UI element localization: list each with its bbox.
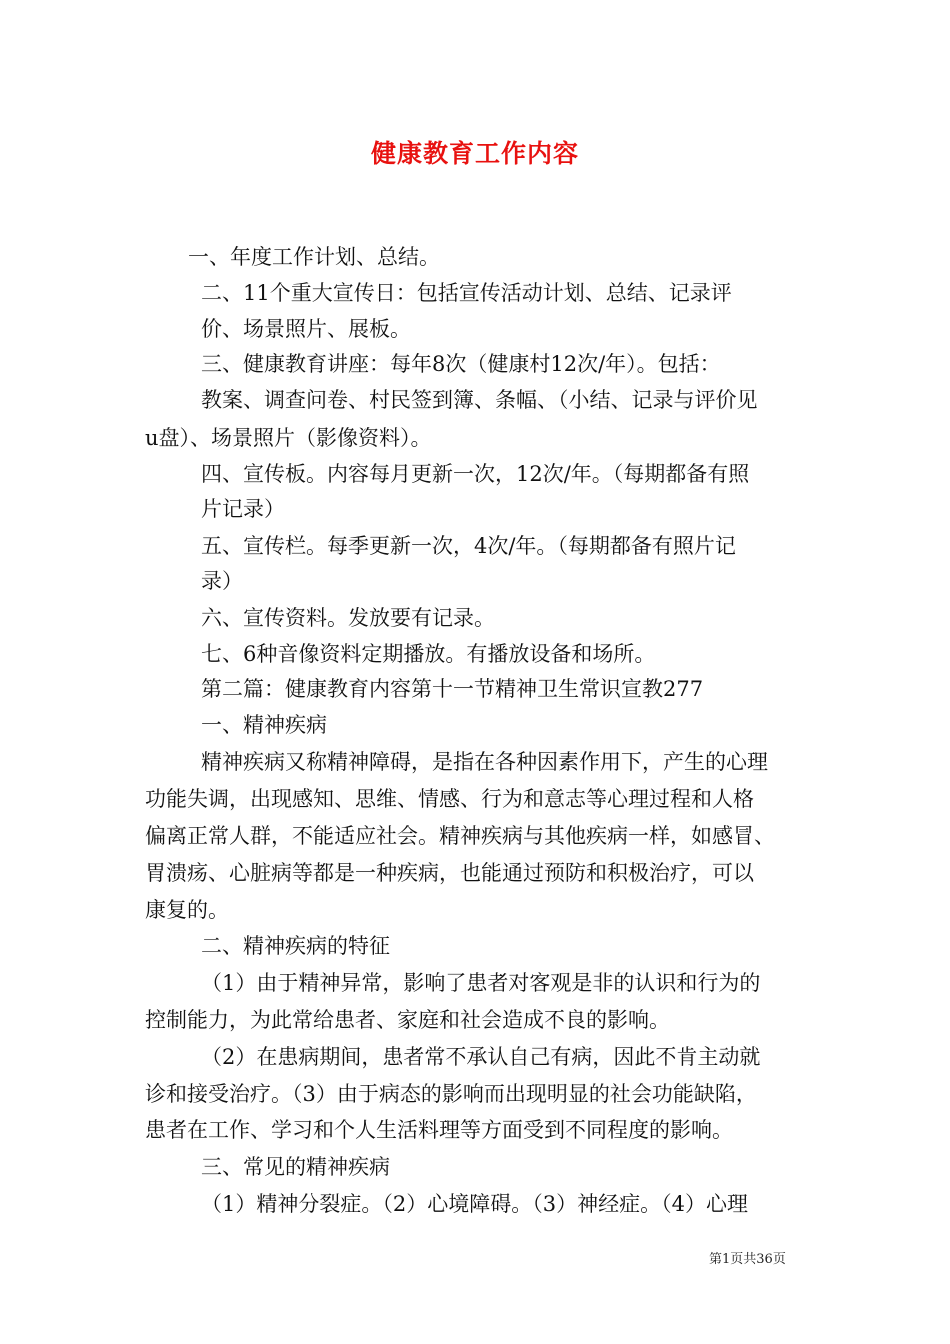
text-line: （1）由于精神异常，影响了患者对客观是非的认识和行为的 — [201, 971, 761, 995]
text-line: 教案、调查问卷、村民签到簿、条幅、（小结、记录与评价见 — [201, 388, 758, 412]
text-line: 二、11个重大宣传日：包括宣传活动计划、总结、记录评 — [201, 281, 732, 305]
page-indicator: 第1页共36页 — [709, 1252, 786, 1267]
text-line: u盘）、场景照片（影像资料）。 — [145, 426, 432, 450]
text-line: 录） — [201, 569, 243, 593]
text-line: 第二篇：健康教育内容第十一节精神卫生常识宣教277 — [201, 677, 704, 701]
text-line: 患者在工作、学习和个人生活料理等方面受到不同程度的影响。 — [145, 1118, 733, 1142]
text-line: 功能失调，出现感知、思维、情感、行为和意志等心理过程和人格 — [145, 787, 754, 811]
text-line: 胃溃疡、心脏病等都是一种疾病，也能通过预防和积极治疗，可以 — [145, 861, 754, 885]
text-line: 精神疾病又称精神障碍，是指在各种因素作用下，产生的心理 — [201, 750, 768, 774]
text-line: 康复的。 — [145, 898, 229, 922]
text-line: 四、宣传板。内容每月更新一次，12次/年。（每期都备有照 — [201, 462, 750, 486]
text-line: 诊和接受治疗。（3）由于病态的影响而出现明显的社会功能缺陷， — [145, 1082, 757, 1106]
text-line: 三、健康教育讲座：每年8次（健康村12次/年）。包括： — [201, 352, 721, 376]
text-line: 一、精神疾病 — [201, 713, 327, 737]
text-line: （2）在患病期间，患者常不承认自己有病，因此不肯主动就 — [201, 1045, 761, 1069]
text-line: 价、场景照片、展板。 — [201, 317, 411, 341]
text-line: 六、宣传资料。发放要有记录。 — [201, 606, 495, 630]
text-line: （1）精神分裂症。（2）心境障碍。（3）神经症。（4）心理 — [201, 1192, 748, 1216]
text-line: 五、宣传栏。每季更新一次，4次/年。（每期都备有照片记 — [201, 534, 736, 558]
text-line: 三、常见的精神疾病 — [201, 1155, 390, 1179]
text-line: 二、精神疾病的特征 — [201, 934, 390, 958]
text-line: 七、6种音像资料定期播放。有播放设备和场所。 — [201, 642, 656, 666]
document-title: 健康教育工作内容 — [370, 139, 579, 168]
text-line: 控制能力，为此常给患者、家庭和社会造成不良的影响。 — [145, 1008, 670, 1032]
text-line: 偏离正常人群，不能适应社会。精神疾病与其他疾病一样，如感冒、 — [145, 824, 775, 848]
text-line: 片记录） — [201, 497, 285, 521]
text-line: 一、年度工作计划、总结。 — [188, 245, 440, 269]
